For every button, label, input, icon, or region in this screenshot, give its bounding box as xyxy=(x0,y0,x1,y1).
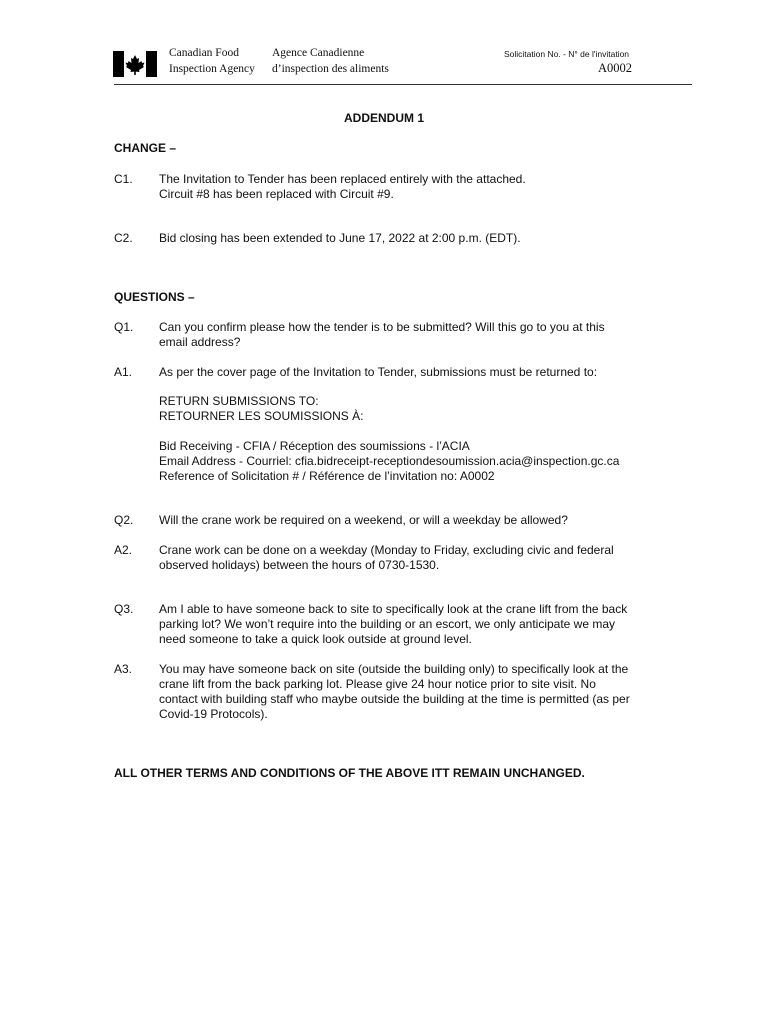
agency-name-fr xyxy=(272,46,389,77)
text-line: As per the cover page of the Invitation to Tender, submissions must be returned to: xyxy=(159,365,598,379)
canada-flag-icon xyxy=(113,51,157,77)
answer-text xyxy=(159,365,597,380)
change-heading: CHANGE – xyxy=(114,141,177,155)
text-line: Bid Receiving - CFIA / Réception des soumissions - l’ACIA xyxy=(159,439,470,453)
agency-name-en-line1: Canadian Food xyxy=(169,47,239,59)
text-line: contact with building staff who maybe outside the building at the time is permitted (as per xyxy=(159,692,630,706)
text-line: RETOURNER LES SOUMISSIONS À: xyxy=(159,409,364,423)
text-line: parking lot? We won’t require into the building or an escort, we only anticipate we may xyxy=(159,617,616,631)
text-line: You may have someone back on site (outside the building only) to specifically look at the xyxy=(159,662,629,676)
text-line: Covid-19 Protocols). xyxy=(159,707,268,721)
text-line: The Invitation to Tender has been replaced entirely with the attached. xyxy=(159,172,526,186)
answer-label: A2. xyxy=(114,543,133,557)
question-text xyxy=(159,602,627,647)
text-line: Crane work can be done on a weekday (Monday to Friday, excluding civic and federal xyxy=(159,543,614,557)
text-line: Reference of Solicitation # / Référence de l’invitation no: A0002 xyxy=(159,469,495,483)
answer-label: A3. xyxy=(114,662,133,676)
agency-name-fr-line1: Agence Canadienne xyxy=(272,47,365,59)
return-address-heading xyxy=(159,394,364,424)
question-label: Q1. xyxy=(114,320,134,334)
text-line: email address? xyxy=(159,335,241,349)
text-line: Circuit #8 has been replaced with Circuit #9. xyxy=(159,187,394,201)
text-line: need someone to take a quick look outside at ground level. xyxy=(159,632,472,646)
question-text xyxy=(159,320,605,350)
text-line: Bid closing has been extended to June 17, 2022 at 2:00 p.m. (EDT). xyxy=(159,231,521,245)
change-text xyxy=(159,172,526,202)
closing-statement: ALL OTHER TERMS AND CONDITIONS OF THE ABOVE ITT REMAIN UNCHANGED. xyxy=(114,766,585,780)
question-label: Q3. xyxy=(114,602,134,616)
text-line: Can you confirm please how the tender is to be submitted? Will this go to you at this xyxy=(159,320,605,334)
change-text xyxy=(159,231,521,246)
text-line: observed holidays) between the hours of 0730-1530. xyxy=(159,558,440,572)
return-address-details xyxy=(159,439,619,484)
text-line: Email Address - Courriel: cfia.bidreceipt-receptiondesoumission.acia@inspection.gc.ca xyxy=(159,454,620,468)
header-divider xyxy=(114,84,692,85)
question-text xyxy=(159,513,568,528)
answer-text xyxy=(159,543,614,573)
agency-name-fr-line2: d’inspection des aliments xyxy=(272,62,389,75)
text-line: Will the crane work be required on a weekend, or will a weekday be allowed? xyxy=(159,513,568,527)
text-line: Am I able to have someone back to site to specifically look at the crane lift from the back xyxy=(159,602,628,616)
agency-name-en-line2: Inspection Agency xyxy=(169,62,255,75)
solicitation-label: Solicitation No. - N° de l'invitation xyxy=(504,49,630,59)
agency-name-en xyxy=(169,46,255,77)
text-line: crane lift from the back parking lot. Please give 24 hour notice prior to site visit. No xyxy=(159,677,596,691)
questions-heading: QUESTIONS – xyxy=(114,290,195,304)
answer-label: A1. xyxy=(114,365,133,379)
document-title: ADDENDUM 1 xyxy=(344,111,425,125)
change-label: C2. xyxy=(114,231,133,245)
text-line: RETURN SUBMISSIONS TO: xyxy=(159,394,319,408)
answer-text xyxy=(159,662,630,722)
solicitation-number: A0002 xyxy=(598,61,633,75)
question-label: Q2. xyxy=(114,513,134,527)
change-label: C1. xyxy=(114,172,133,186)
